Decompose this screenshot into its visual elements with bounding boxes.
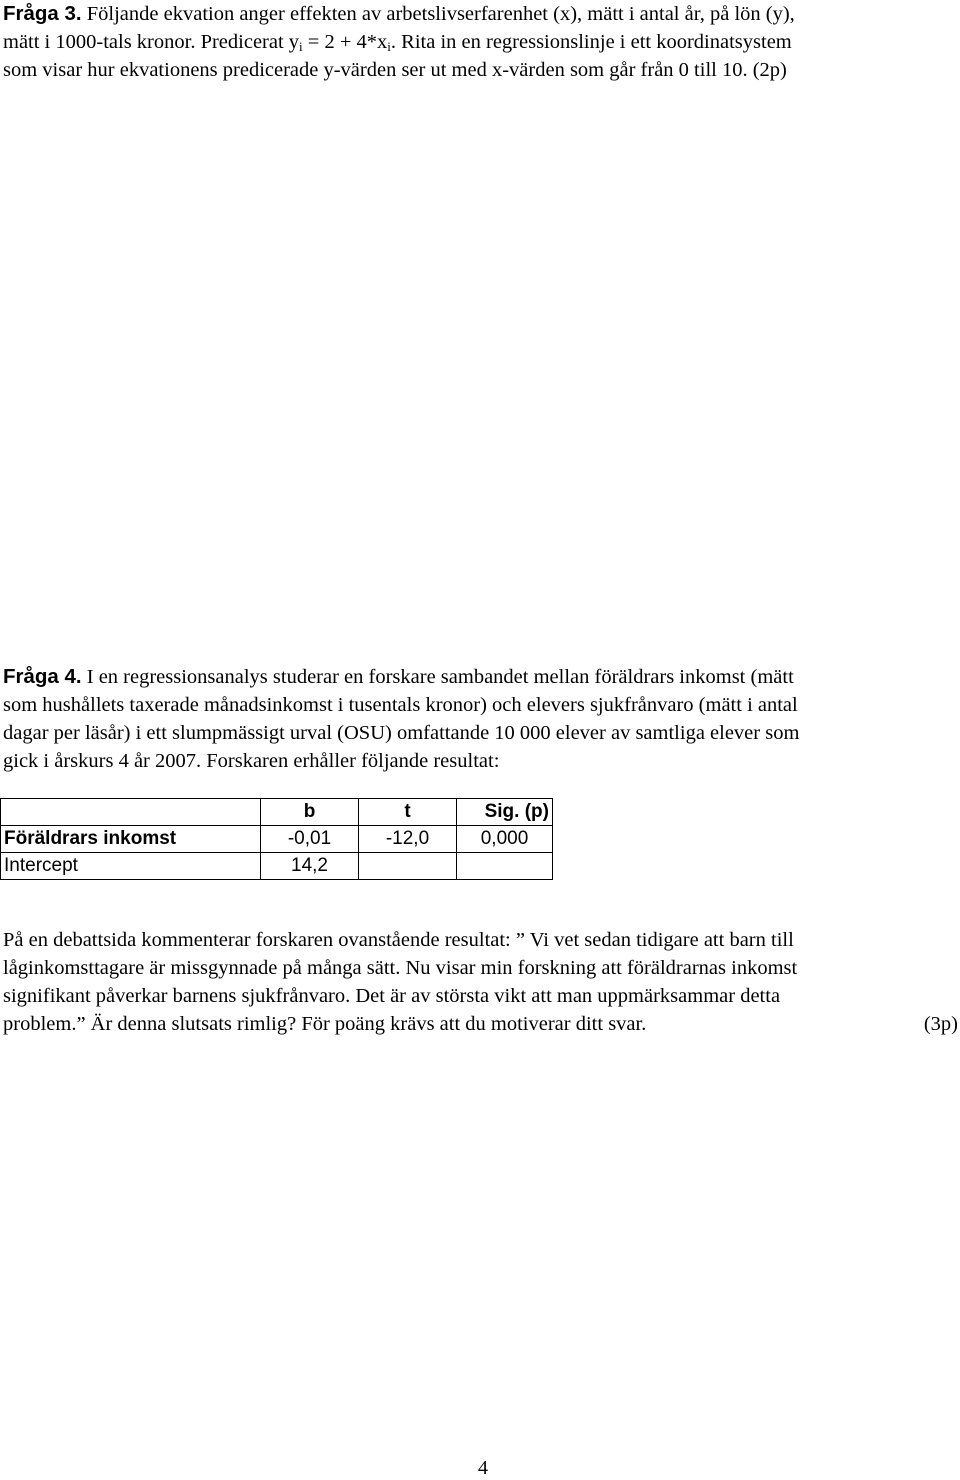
table-header-t: t (359, 799, 457, 826)
question-3-line-3: som visar hur ekvationens predicerade y-värden ser ut med x-värden som går från 0 till 10. (2p) (3, 59, 787, 81)
page-number: 4 (478, 1457, 488, 1479)
question-3-line-2 (3, 28, 958, 56)
table-cell-t (359, 853, 457, 880)
question-3-label: Fråga 3. (3, 2, 82, 25)
question-4-label: Fråga 4. (3, 665, 82, 688)
comment-line-3: signifikant påverkar barnens sjukfrånvaro. Det är av största vikt att man uppmärksammar detta (3, 985, 781, 1007)
table-header-sig: Sig. (p) (457, 799, 553, 826)
question-4 (3, 663, 958, 775)
comment-line-4 (3, 1010, 958, 1038)
comment-line-2: låginkomsttagare är missgynnade på många sätt. Nu visar min forskning att föräldrarnas inkomst (3, 957, 798, 979)
question-3-text-2a: mätt i 1000-tals kronor. Predicerat y (3, 31, 300, 53)
question-4-text-1: I en regressionsanalys studerar en forskare sambandet mellan föräldrars inkomst (mätt (81, 666, 794, 688)
points-label: (3p) (923, 1013, 958, 1035)
table-cell-b: 14,2 (261, 853, 359, 880)
subscript-i-y: i (299, 39, 303, 54)
comment-text-4: problem.” Är denna slutsats rimlig? För poäng krävs att du motiverar ditt svar. (3, 1013, 647, 1035)
question-3-text-1: Följande ekvation anger effekten av arbetslivserfarenhet (x), mätt i antal år, på lön (y), (81, 3, 795, 25)
question-4-line-1 (3, 663, 958, 691)
table-cell-variable: Intercept (1, 853, 261, 880)
table-cell-sig (457, 853, 553, 880)
table-header-b: b (261, 799, 359, 826)
question-4-line-3: dagar per läsår) i ett slumpmässigt urval (OSU) omfattande 10 000 elever av samtliga elever som (3, 722, 800, 744)
question-3-line-1 (3, 0, 958, 28)
table-cell-sig: 0,000 (457, 826, 553, 853)
debate-comment (3, 926, 958, 1038)
table-row (1, 826, 553, 853)
comment-line-1: På en debattsida kommenterar forskaren ovanstående resultat: ” Vi vet sedan tidigare att barn till (3, 929, 794, 951)
question-3 (3, 0, 958, 84)
table-row (1, 853, 553, 880)
question-4-line-4: gick i årskurs 4 år 2007. Forskaren erhåller följande resultat: (3, 750, 500, 772)
table-cell-t: -12,0 (359, 826, 457, 853)
table-cell-b: -0,01 (261, 826, 359, 853)
question-3-text-2c: . Rita in en regressionslinje i ett koordinatsystem (390, 31, 792, 53)
question-3-text-2b: = 2 + 4*x (302, 31, 388, 53)
table-header-row (1, 799, 553, 826)
subscript-i-x: i (387, 39, 391, 54)
regression-results-table (0, 798, 553, 880)
table-header-empty (1, 799, 261, 826)
question-4-line-2: som hushållets taxerade månadsinkomst i tusentals kronor) och elevers sjukfrånvaro (mätt i antal (3, 694, 798, 716)
table-cell-variable: Föräldrars inkomst (1, 826, 261, 853)
